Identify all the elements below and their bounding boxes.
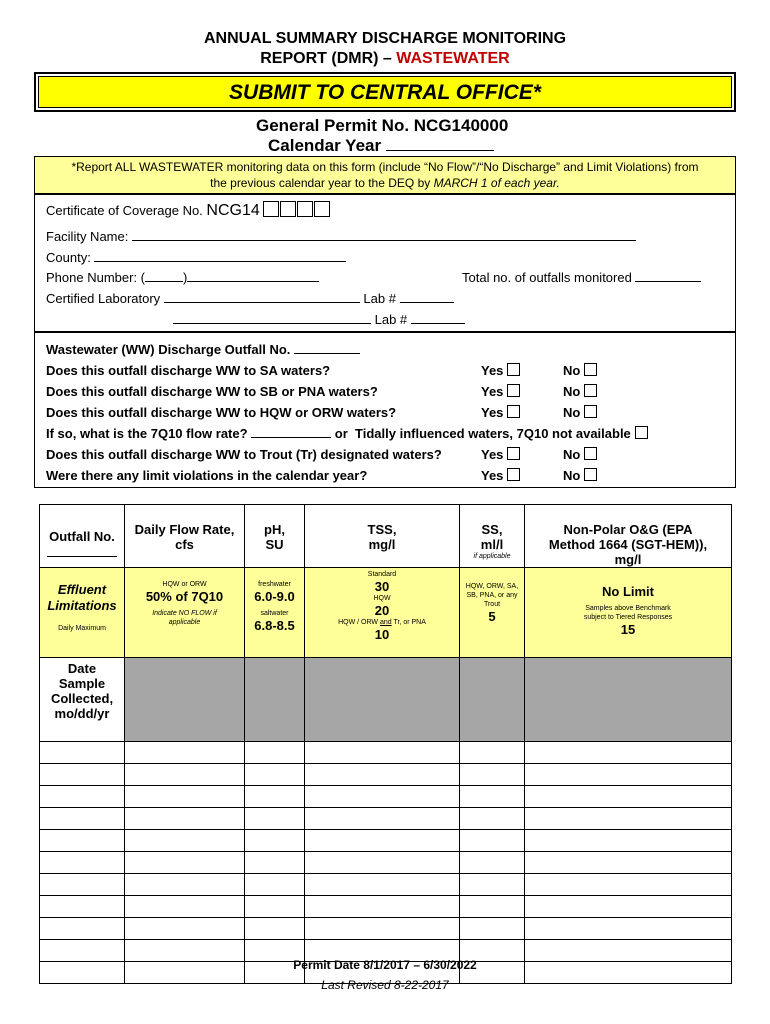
entry-cell[interactable] [125,742,245,764]
entry-cell[interactable] [305,830,460,852]
limits-tss-value2: 20 [374,603,390,618]
total-outfalls-label: Total no. of outfalls monitored [462,270,632,285]
grey-cell [460,658,525,742]
no-label: No [563,405,581,420]
yes-label: Yes [481,447,504,462]
phone-area-code-field[interactable] [145,270,183,282]
limits-label-cell [40,568,125,658]
header-outfall [40,505,125,568]
entry-cell[interactable] [40,918,125,940]
limits-tss-standard: Standard [367,571,397,578]
entry-cell[interactable] [525,808,732,830]
entry-cell[interactable] [125,786,245,808]
outfall-no-field[interactable] [294,342,360,354]
header-outfall-label: Outfall No. [49,529,115,544]
cert-lab-field-2[interactable] [173,312,371,324]
limits-tss-value1: 30 [374,579,390,594]
yes-label: Yes [481,468,504,483]
entry-cell[interactable] [245,874,305,896]
limits-ss-cell [460,568,525,658]
limits-flow-top: HQW or ORW [162,581,207,588]
total-outfalls-row [462,270,701,285]
entry-cell[interactable] [460,830,525,852]
flow-rate-question: If so, what is the 7Q10 flow rate? [46,426,248,441]
table-row [40,852,732,874]
form-title-line2 [0,50,770,68]
yes-checkbox[interactable] [507,384,520,397]
yes-checkbox[interactable] [507,363,520,376]
entry-cell[interactable] [125,830,245,852]
entry-cell[interactable] [40,764,125,786]
facility-name-field[interactable] [132,229,636,241]
county-row [46,250,346,265]
no-option [563,468,597,483]
effluent-limits-row [40,568,732,658]
grey-cell [305,658,460,742]
tss-note-b: Tr, or PNA [391,619,426,626]
phone-number-field[interactable] [187,270,319,282]
entry-cell[interactable] [40,896,125,918]
grey-cell [245,658,305,742]
entry-cell[interactable] [525,830,732,852]
yes-label: Yes [481,363,504,378]
entry-cell[interactable] [245,830,305,852]
entry-cell[interactable] [460,874,525,896]
entry-cell[interactable] [305,742,460,764]
entry-cell[interactable] [125,874,245,896]
limits-og-note: Samples above Benchmark subject to Tiered Responses [583,605,673,621]
no-label: No [563,384,581,399]
flow-rate-field[interactable] [251,426,331,438]
entry-cell[interactable] [305,874,460,896]
limits-ph-saltwater: saltwater [260,610,289,617]
entry-cell[interactable] [125,764,245,786]
entry-cell[interactable] [40,852,125,874]
limits-label-b: Limitations [47,598,117,613]
monitoring-table [39,504,732,984]
table-row [40,808,732,830]
yes-checkbox[interactable] [507,468,520,481]
notice-line1: *Report ALL WASTEWATER monitoring data on this form (include “No Flow”/“No Discharge” and Limit Violations) from [71,160,699,174]
phone-label: Phone Number: ( [46,270,145,285]
limits-ss-note: HQW, ORW, SA, SB, PNA, or any Trout [465,583,519,608]
title-wastewater: WASTEWATER [396,50,510,67]
entry-cell[interactable] [525,874,732,896]
coc-digit-box[interactable] [297,201,313,217]
no-label: No [563,468,581,483]
calendar-year-field[interactable] [386,137,494,151]
entry-cell[interactable] [40,830,125,852]
entry-cell[interactable] [125,896,245,918]
coc-digit-box[interactable] [314,201,330,217]
last-revised: Last Revised 8-22-2017 [321,978,449,992]
notice-deadline: MARCH 1 of each year. [433,176,560,190]
table-row [40,742,732,764]
facility-section [34,194,736,332]
limits-og-cell [525,568,732,658]
entry-cell[interactable] [245,764,305,786]
coc-digit-box[interactable] [263,201,279,217]
entry-cell[interactable] [245,852,305,874]
outfall-no-row [46,342,360,357]
cert-lab-row-1 [46,291,454,306]
yes-option [481,363,520,378]
data-rows [40,742,732,984]
date-header-row [40,658,732,742]
header-ss [460,505,525,568]
flow-or: or [334,426,348,441]
limits-flow-value: 50% of 7Q10 [145,589,224,604]
header-og: Non-Polar O&G (EPA Method 1664 (SGT-HEM)), mg/l [525,505,732,568]
entry-cell[interactable] [460,918,525,940]
entry-cell[interactable] [305,896,460,918]
no-label: No [563,363,581,378]
no-checkbox[interactable] [584,468,597,481]
no-option [563,384,597,399]
permit-block [256,116,508,156]
table-row [40,874,732,896]
question-trout: Does this outfall discharge WW to Trout (Tr) designated waters? [46,447,442,462]
entry-cell[interactable] [460,852,525,874]
entry-cell[interactable] [125,808,245,830]
table-row [40,764,732,786]
county-label: County: [46,250,91,265]
facility-name-label: Facility Name: [46,229,129,244]
entry-cell[interactable] [245,808,305,830]
header-ss-note: if applicable [473,553,511,560]
limits-tss-value3: 10 [374,627,390,642]
limits-og-value: No Limit [602,584,654,599]
question-sa: Does this outfall discharge WW to SA waters? [46,363,331,378]
yes-option [481,405,520,420]
entry-cell[interactable] [460,742,525,764]
grey-cell [125,658,245,742]
report-notice [34,156,736,194]
notice-line2 [35,175,735,191]
entry-cell[interactable] [40,742,125,764]
submit-banner: SUBMIT TO CENTRAL OFFICE* [38,76,732,108]
header-tss: TSS, mg/l [305,505,460,568]
entry-cell[interactable] [40,786,125,808]
yes-label: Yes [481,405,504,420]
coc-prefix: NCG14 [206,202,260,219]
table-row [40,786,732,808]
coc-row [46,201,331,220]
no-label: No [563,447,581,462]
calendar-year-row [256,136,508,156]
entry-cell[interactable] [305,852,460,874]
limits-tss-note [305,618,459,627]
entry-cell[interactable] [40,808,125,830]
tss-note-and: and [379,619,392,626]
entry-cell[interactable] [305,808,460,830]
lab-no-field-1[interactable] [400,291,454,303]
yes-option [481,447,520,462]
limits-og-number: 15 [620,622,636,637]
county-field[interactable] [94,250,346,262]
limits-ph-cell [245,568,305,658]
entry-cell[interactable] [305,764,460,786]
facility-name-row [46,229,636,244]
table-header-row [40,505,732,568]
limits-flow-cell [125,568,245,658]
entry-cell[interactable] [245,786,305,808]
limits-flow-note: Indicate NO FLOW if applicable [152,610,217,626]
no-option [563,363,597,378]
no-checkbox[interactable] [584,447,597,460]
no-option [563,447,597,462]
lab-no-label: Lab # [363,291,396,306]
entry-cell[interactable] [460,896,525,918]
phone-row [46,270,319,285]
limits-ph-freshwater: freshwater [258,581,291,588]
no-checkbox[interactable] [584,384,597,397]
entry-cell[interactable] [305,786,460,808]
header-ss-label: SS, ml/l [480,522,504,552]
header-outfall-field[interactable] [47,549,117,557]
entry-cell[interactable] [525,918,732,940]
yes-checkbox[interactable] [507,447,520,460]
header-ph: pH, SU [245,505,305,568]
entry-cell[interactable] [305,918,460,940]
entry-cell[interactable] [245,742,305,764]
entry-cell[interactable] [460,786,525,808]
flow-rate-row [46,426,648,441]
yes-option [481,468,520,483]
tss-note-a: HQW / ORW [338,619,380,626]
date-collected-label: Date Sample Collected, mo/dd/yr [40,658,125,742]
header-flow-rate: Daily Flow Rate, cfs [125,505,245,568]
limits-daily-max: Daily Maximum [58,625,106,632]
yes-option [481,384,520,399]
entry-cell[interactable] [525,786,732,808]
table-row [40,918,732,940]
entry-cell[interactable] [460,808,525,830]
outfall-questions-section [34,332,736,488]
table-row [40,896,732,918]
title-prefix: REPORT (DMR) – [260,50,397,67]
yes-checkbox[interactable] [507,405,520,418]
phone-paren: ) [183,270,188,285]
no-option [563,405,597,420]
outfall-no-label: Wastewater (WW) Discharge Outfall No. [46,342,291,357]
entry-cell[interactable] [125,852,245,874]
question-violations: Were there any limit violations in the calendar year? [46,468,368,483]
cert-lab-field-1[interactable] [164,291,360,303]
entry-cell[interactable] [525,852,732,874]
limits-ss-value: 5 [488,609,496,624]
form-title-line1: ANNUAL SUMMARY DISCHARGE MONITORING [203,30,567,47]
calendar-year-label: Calendar Year [268,136,382,155]
grey-cell [525,658,732,742]
entry-cell[interactable] [245,918,305,940]
question-sb-pna: Does this outfall discharge WW to SB or PNA waters? [46,384,378,399]
entry-cell[interactable] [245,896,305,918]
lab-no-label: Lab # [374,312,408,327]
entry-cell[interactable] [460,764,525,786]
limits-tss-hqw: HQW [373,595,391,602]
entry-cell[interactable] [125,918,245,940]
limits-tss-cell [305,568,460,658]
limits-ph-value1: 6.0-9.0 [254,589,295,604]
entry-cell[interactable] [525,742,732,764]
cert-lab-row-2 [173,312,465,327]
no-checkbox[interactable] [584,363,597,376]
entry-cell[interactable] [40,874,125,896]
table-row [40,830,732,852]
limits-ph-value2: 6.8-8.5 [254,618,295,633]
permit-number: General Permit No. NCG140000 [256,116,509,135]
entry-cell[interactable] [525,764,732,786]
yes-label: Yes [481,384,504,399]
permit-date: Permit Date 8/1/2017 – 6/30/2022 [293,958,477,972]
submit-banner-box [34,72,736,112]
tidal-label: Tidally influenced waters, 7Q10 not available [355,426,631,441]
coc-digit-box[interactable] [280,201,296,217]
lab-no-field-2[interactable] [411,312,465,324]
total-outfalls-field[interactable] [635,270,701,282]
no-checkbox[interactable] [584,405,597,418]
question-hqw-orw: Does this outfall discharge WW to HQW or ORW waters? [46,405,397,420]
cert-lab-label: Certified Laboratory [46,291,161,306]
tidal-checkbox[interactable] [635,426,648,439]
entry-cell[interactable] [525,896,732,918]
limits-label-a: Effluent [57,582,107,597]
coc-label: Certificate of Coverage No. [46,203,203,218]
notice-line2-text: the previous calendar year to the DEQ by [210,176,434,190]
